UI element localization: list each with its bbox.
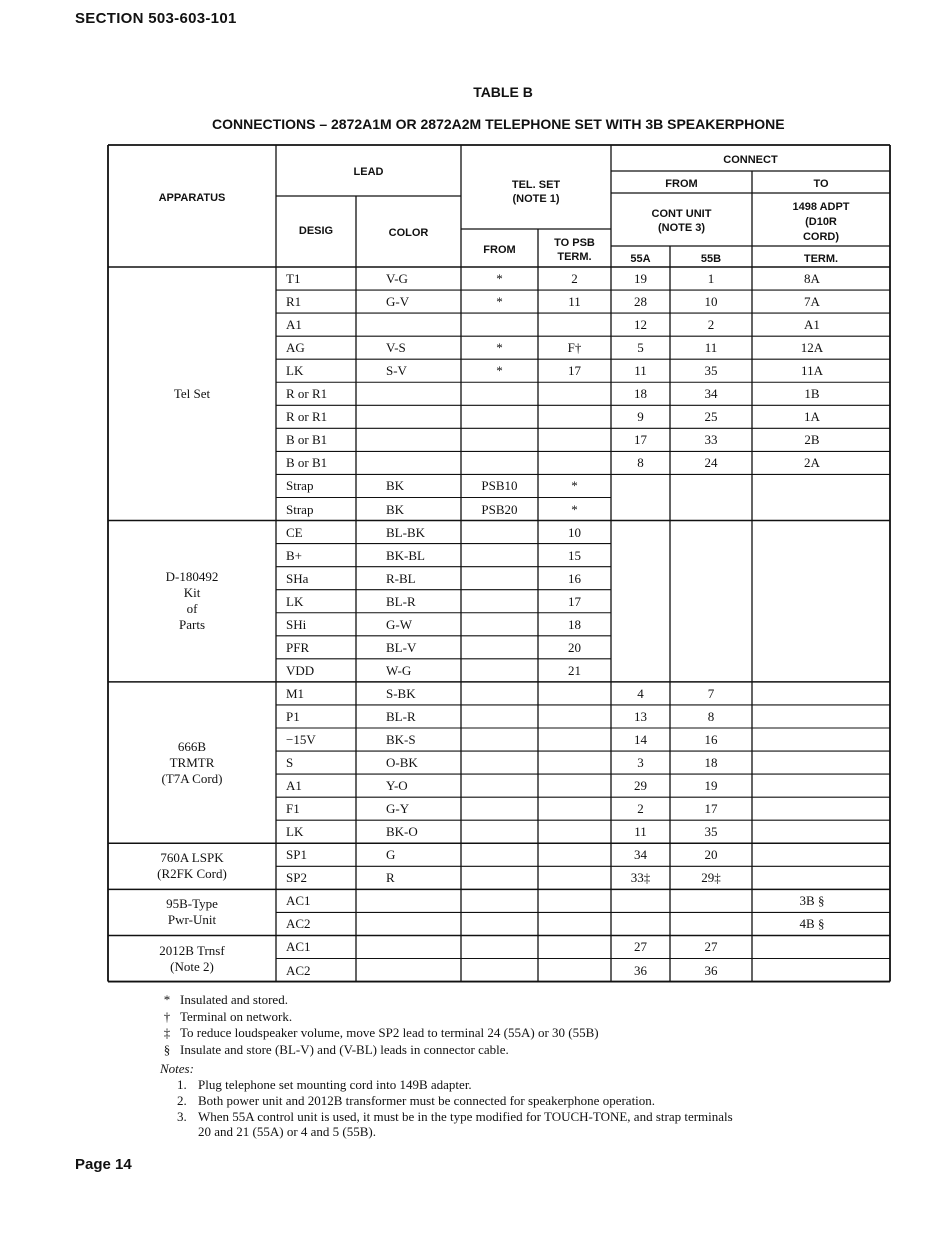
cell-a55: 28 bbox=[634, 294, 647, 310]
header-term: TERM. bbox=[803, 253, 839, 265]
apparatus-label: Parts bbox=[179, 617, 205, 633]
cell-from: * bbox=[496, 294, 503, 310]
cell-b55: 25 bbox=[704, 409, 718, 425]
cell-desig: AC1 bbox=[286, 939, 311, 955]
cell-a55: 5 bbox=[637, 340, 644, 356]
cell-b55: 1 bbox=[707, 271, 715, 286]
cell-desig: P1 bbox=[286, 708, 300, 724]
footnote-text: To reduce loudspeaker volume, move SP2 lead to terminal 24 (55A) or 30 (55B) bbox=[180, 1025, 599, 1040]
cell-color: V-G bbox=[386, 271, 408, 286]
footnote-symbol: ‡ bbox=[163, 1025, 171, 1040]
cell-a55: 12 bbox=[634, 317, 647, 333]
cell-desig: AC2 bbox=[286, 916, 311, 932]
cell-term: A1 bbox=[804, 317, 820, 333]
cell-desig: −15V bbox=[286, 732, 316, 747]
cell-a55: 17 bbox=[634, 432, 647, 448]
note-text: Both power unit and 2012B transformer must be connected for speakerphone operation. bbox=[198, 1093, 656, 1108]
cell-desig: SHa bbox=[286, 570, 309, 586]
section-header: SECTION 503-603-101 bbox=[75, 10, 237, 27]
cell-color: Y-O bbox=[386, 778, 408, 794]
note-text: When 55A control unit is used, it must be in the type modified for TOUCH-TONE, and strap terminals bbox=[198, 1109, 733, 1124]
note-number: 1. bbox=[177, 1077, 187, 1092]
cell-from: * bbox=[496, 340, 503, 356]
cell-term: 4B § bbox=[799, 916, 825, 932]
footnote-symbol: * bbox=[163, 992, 171, 1007]
header-to-psb: TO PSB bbox=[554, 237, 595, 249]
cell-term: 12A bbox=[800, 340, 824, 356]
apparatus-label: (T7A Cord) bbox=[161, 770, 223, 786]
header-connect-from: FROM bbox=[665, 178, 698, 190]
apparatus-label: Tel Set bbox=[173, 385, 211, 401]
cell-desig: AC1 bbox=[286, 893, 311, 909]
cell-a55: 19 bbox=[634, 271, 647, 286]
cell-desig: S bbox=[286, 755, 294, 771]
header-55a: 55A bbox=[630, 253, 651, 265]
cell-desig: AC2 bbox=[286, 962, 311, 978]
header-adpt-cord: CORD) bbox=[802, 231, 840, 243]
header-to-psb-term: TERM. bbox=[557, 251, 592, 263]
cell-desig: R1 bbox=[286, 294, 302, 310]
cell-color: W-G bbox=[386, 662, 412, 678]
apparatus-label: (Note 2) bbox=[170, 958, 214, 974]
note-3-continuation: 20 and 21 (55A) or 4 and 5 (55B). bbox=[198, 1124, 376, 1139]
cell-desig: F1 bbox=[286, 801, 300, 817]
cell-from: PSB20 bbox=[481, 501, 518, 517]
cell-color: BK bbox=[386, 501, 405, 517]
cell-color: R-BL bbox=[386, 570, 416, 586]
cell-desig: B or B1 bbox=[286, 455, 328, 471]
cell-a55: 34 bbox=[634, 847, 647, 863]
cell-color: BK-O bbox=[386, 824, 418, 840]
cell-b55: 10 bbox=[704, 294, 718, 310]
cell-a55: 4 bbox=[637, 685, 644, 701]
cell-a55: 33‡ bbox=[630, 870, 651, 886]
cell-b55: 18 bbox=[704, 755, 718, 771]
cell-psb: 15 bbox=[568, 547, 581, 563]
cell-desig: PFR bbox=[286, 639, 310, 655]
cell-psb: 10 bbox=[568, 524, 581, 540]
cell-color: BL-R bbox=[386, 593, 416, 609]
cell-desig: SHi bbox=[286, 616, 307, 632]
cell-desig: SP2 bbox=[286, 870, 307, 886]
cell-psb: 2 bbox=[571, 271, 578, 286]
cell-a55: 29 bbox=[634, 778, 647, 794]
cell-color: BL-BK bbox=[386, 524, 425, 540]
cell-color: BK-BL bbox=[386, 547, 425, 563]
cell-a55: 2 bbox=[637, 801, 644, 817]
cell-b55: 16 bbox=[704, 732, 718, 747]
cell-a55: 11 bbox=[634, 824, 647, 840]
header-lead: LEAD bbox=[353, 166, 384, 178]
cell-psb: 16 bbox=[568, 570, 581, 586]
cell-desig: R or R1 bbox=[286, 386, 328, 402]
cell-b55: 36 bbox=[704, 962, 718, 978]
header-cont-unit-note: (NOTE 3) bbox=[657, 222, 706, 234]
cell-b55: 8 bbox=[707, 708, 715, 724]
header-tel-set-note: (NOTE 1) bbox=[512, 193, 560, 205]
cell-term: 2B bbox=[804, 432, 820, 448]
cell-from: PSB10 bbox=[481, 478, 518, 494]
cell-b55: 2 bbox=[707, 317, 715, 333]
cell-color: BK bbox=[386, 478, 405, 494]
table-subtitle: CONNECTIONS – 2872A1M OR 2872A2M TELEPHONE SET WITH 3B SPEAKERPHONE bbox=[212, 116, 785, 132]
cell-b55: 29‡ bbox=[701, 870, 721, 886]
cell-a55: 8 bbox=[637, 455, 644, 471]
header-adpt-d10r: (D10R bbox=[805, 216, 837, 228]
cell-color: BK-S bbox=[386, 732, 416, 747]
cell-from: * bbox=[496, 271, 503, 286]
header-tel-from: FROM bbox=[483, 244, 516, 256]
cell-psb: 17 bbox=[568, 363, 581, 379]
cell-desig: Strap bbox=[286, 501, 314, 517]
apparatus-label: D-180492 bbox=[165, 569, 219, 585]
apparatus-label: TRMTR bbox=[169, 754, 215, 770]
cell-from: * bbox=[496, 363, 503, 379]
apparatus-label: Kit bbox=[183, 585, 201, 601]
cell-color: O-BK bbox=[386, 755, 418, 771]
header-cont-unit: CONT UNIT bbox=[651, 208, 712, 220]
cell-term: 11A bbox=[801, 363, 823, 379]
header-connect-to: TO bbox=[813, 178, 829, 190]
cell-a55: 14 bbox=[634, 732, 647, 747]
cell-psb: * bbox=[571, 478, 578, 494]
header-color: COLOR bbox=[388, 227, 429, 239]
cell-term: 8A bbox=[804, 271, 820, 286]
page-number: Page 14 bbox=[75, 1156, 132, 1173]
cell-psb: F† bbox=[567, 340, 582, 356]
apparatus-label: 95B-Type bbox=[166, 896, 218, 912]
footnote-symbol: § bbox=[163, 1041, 171, 1057]
cell-desig: CE bbox=[286, 524, 303, 540]
cell-color: BL-V bbox=[386, 639, 417, 655]
cell-a55: 3 bbox=[637, 755, 644, 771]
cell-a55: 27 bbox=[634, 939, 647, 955]
cell-psb: 18 bbox=[568, 616, 581, 632]
cell-desig: LK bbox=[286, 824, 304, 840]
note-number: 2. bbox=[177, 1093, 187, 1108]
note-text: Plug telephone set mounting cord into 149B adapter. bbox=[198, 1077, 472, 1092]
cell-term: 3B § bbox=[799, 893, 825, 909]
cell-b55: 24 bbox=[704, 455, 718, 471]
apparatus-label: (R2FK Cord) bbox=[157, 866, 227, 882]
cell-b55: 35 bbox=[704, 824, 718, 840]
cell-a55: 36 bbox=[634, 962, 647, 978]
cell-b55: 35 bbox=[704, 363, 718, 379]
cell-desig: A1 bbox=[286, 317, 302, 333]
cell-a55: 18 bbox=[634, 386, 647, 402]
footnote-text: Insulated and stored. bbox=[180, 992, 288, 1007]
cell-term: 1A bbox=[804, 409, 820, 425]
cell-desig: B or B1 bbox=[286, 432, 328, 448]
cell-desig: T1 bbox=[286, 271, 301, 286]
cell-desig: LK bbox=[286, 593, 304, 609]
header-desig: DESIG bbox=[298, 225, 334, 237]
cell-b55: 11 bbox=[704, 340, 718, 356]
header-tel-set: TEL. SET bbox=[511, 179, 561, 191]
cell-a55: 11 bbox=[634, 363, 647, 379]
cell-desig: R or R1 bbox=[286, 409, 328, 425]
cell-color: G bbox=[386, 847, 396, 863]
footnote-symbol: † bbox=[163, 1008, 171, 1024]
header-adpt: 1498 ADPT bbox=[792, 201, 850, 213]
cell-color: V-S bbox=[386, 340, 406, 356]
cell-term: 2A bbox=[804, 455, 820, 471]
cell-color: BL-R bbox=[386, 708, 416, 724]
cell-b55: 27 bbox=[704, 939, 718, 955]
footnote-text: Terminal on network. bbox=[180, 1008, 293, 1024]
cell-b55: 19 bbox=[704, 778, 718, 794]
cell-desig: AG bbox=[286, 340, 305, 356]
cell-a55: 9 bbox=[637, 409, 644, 425]
cell-psb: 20 bbox=[568, 639, 581, 655]
cell-desig: LK bbox=[286, 363, 304, 379]
cell-psb: 21 bbox=[568, 662, 581, 678]
apparatus-label: 760A LSPK bbox=[160, 850, 224, 866]
cell-b55: 17 bbox=[704, 801, 718, 817]
header-connect: CONNECT bbox=[723, 154, 778, 166]
cell-term: 1B bbox=[804, 386, 820, 402]
cell-color: R bbox=[386, 870, 395, 886]
cell-desig: Strap bbox=[286, 478, 314, 494]
cell-b55: 7 bbox=[707, 685, 715, 701]
cell-b55: 20 bbox=[704, 847, 718, 863]
cell-psb: 17 bbox=[568, 593, 581, 609]
cell-desig: A1 bbox=[286, 778, 302, 794]
cell-psb: 11 bbox=[568, 294, 581, 310]
header-apparatus: APPARATUS bbox=[158, 192, 226, 204]
cell-desig: B+ bbox=[286, 547, 303, 563]
cell-color: S-V bbox=[386, 363, 407, 379]
notes-label: Notes: bbox=[160, 1061, 194, 1076]
apparatus-label: 2012B Trnsf bbox=[159, 942, 225, 958]
cell-color: G-W bbox=[386, 616, 412, 632]
cell-b55: 34 bbox=[704, 386, 718, 402]
header-55b: 55B bbox=[700, 253, 722, 265]
cell-desig: VDD bbox=[286, 662, 315, 678]
cell-a55: 13 bbox=[634, 708, 647, 724]
apparatus-label: 666B bbox=[177, 738, 207, 754]
cell-color: G-V bbox=[386, 294, 410, 310]
cell-color: G-Y bbox=[386, 801, 410, 817]
cell-b55: 33 bbox=[704, 432, 718, 448]
apparatus-label: Pwr-Unit bbox=[167, 912, 217, 928]
cell-term: 7A bbox=[804, 294, 820, 310]
cell-psb: * bbox=[571, 501, 578, 517]
note-number: 3. bbox=[177, 1109, 187, 1124]
cell-desig: SP1 bbox=[286, 847, 307, 863]
apparatus-label: of bbox=[186, 601, 198, 617]
footnote-text: Insulate and store (BL-V) and (V-BL) leads in connector cable. bbox=[180, 1041, 509, 1057]
cell-color: S-BK bbox=[386, 685, 416, 701]
cell-desig: M1 bbox=[286, 685, 305, 701]
table-title: TABLE B bbox=[473, 84, 533, 100]
